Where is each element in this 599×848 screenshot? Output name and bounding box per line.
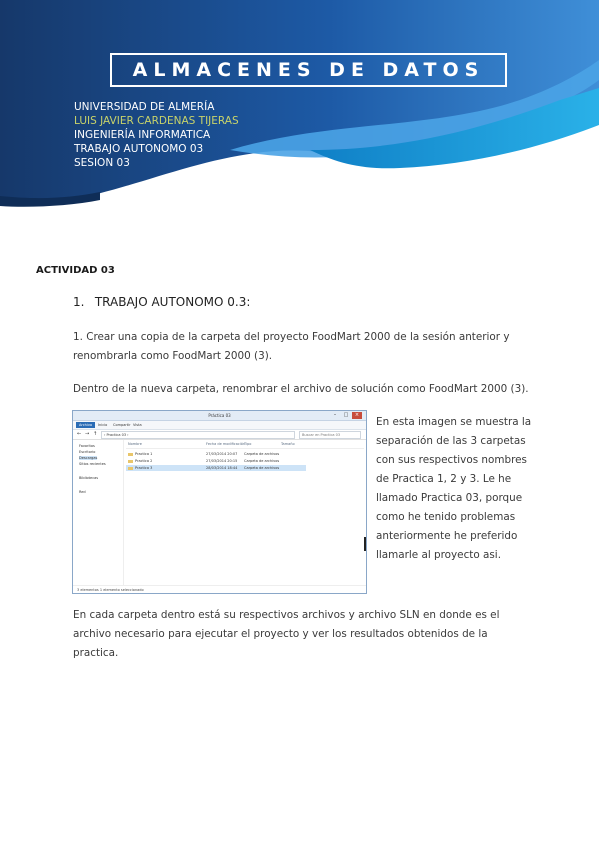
column-date: Fecha de modificación: [206, 442, 246, 446]
column-type: Tipo: [244, 442, 252, 446]
nav-favoritos: Favoritos: [79, 444, 95, 448]
status-bar: 3 elementos 1 elemento seleccionado: [73, 585, 367, 594]
university-name: UNIVERSIDAD DE ALMERÍA: [74, 101, 215, 113]
session-name: SESION 03: [74, 157, 130, 169]
numbered-heading: [73, 295, 250, 309]
forward-arrow-icon: →: [85, 431, 90, 437]
table-row: [126, 451, 306, 457]
address-path: › Practica 03 ›: [101, 431, 295, 439]
section-heading: ACTIVIDAD 03: [36, 265, 115, 276]
file-type: Carpeta de archivos: [244, 459, 280, 463]
ribbon-tabs: [73, 421, 366, 430]
file-name: Practica 3: [135, 466, 153, 470]
explorer-screenshot: [72, 410, 367, 594]
file-date: 28/03/2014 18:44: [206, 466, 238, 470]
nav-bibliotecas: Bibliotecas: [79, 476, 99, 480]
folder-icon: [128, 453, 133, 456]
folder-icon: [128, 460, 133, 463]
file-name: Practica 1: [135, 452, 153, 456]
paragraph-rename: Dentro de la nueva carpeta, renombrar el archivo de solución como FoodMart 2000 (3).: [73, 383, 529, 395]
column-name: Nombre: [128, 442, 142, 446]
paragraph-instruction: 1. Crear una copia de la carpeta del proyecto FoodMart 2000 de la sesión anterior y renombrarla como FoodMart 2000 (3).: [73, 331, 510, 362]
table-row: [126, 465, 306, 471]
maximize-icon: □: [343, 412, 349, 418]
degree-name: INGENIERÍA INFORMATICA: [74, 129, 211, 141]
tab-inicio: Inicio: [98, 423, 108, 427]
paragraph-folders: En cada carpeta dentro está su respectivos archivos y archivo SLN en donde es el archivo necesario para ejecutar el proyecto y ver los resultados obtenidos de la practica.: [73, 609, 500, 659]
file-type: Carpeta de archivos: [244, 466, 280, 470]
list-number: 1.: [73, 295, 85, 309]
navigation-pane: [73, 440, 124, 585]
document-title: ALMACENES DE DATOS: [110, 53, 507, 87]
close-icon: ×: [352, 412, 362, 419]
file-list-header: [126, 442, 364, 449]
table-row: [126, 458, 306, 464]
file-date: 27/03/2014 20:07: [206, 452, 238, 456]
window-title: Práctica 03: [208, 413, 231, 418]
tab-vista: Vista: [133, 423, 142, 427]
back-arrow-icon: ←: [77, 431, 82, 437]
nav-recientes: Sitios recientes: [79, 462, 106, 466]
work-name: TRABAJO AUTONOMO 03: [74, 143, 204, 155]
address-bar: [73, 430, 366, 440]
search-box: Buscar en Practica 03: [299, 431, 361, 439]
nav-red: Red: [79, 490, 86, 494]
tab-archivo: Archivo: [76, 422, 95, 428]
window-titlebar: [73, 411, 366, 421]
minimize-icon: –: [333, 412, 337, 418]
file-name: Practica 2: [135, 459, 153, 463]
tab-compartir: Compartir: [113, 423, 131, 427]
image-caption: En esta imagen se muestra la separación de las 3 carpetas con sus respectivos nombres de Practica 1, 2 y 3. Le he llamado Practica 03, porque como he tenido problemas anteriormente he preferido llamarle al proyecto asi.: [376, 416, 532, 561]
nav-descargas: Descargas: [79, 456, 98, 460]
nav-escritorio: Escritorio: [79, 450, 96, 454]
file-date: 27/03/2014 20:15: [206, 459, 238, 463]
list-text: TRABAJO AUTONOMO 0.3:: [94, 295, 251, 309]
column-size: Tamaño: [281, 442, 295, 446]
text-cursor-mark: [364, 537, 366, 551]
up-arrow-icon: ↑: [93, 431, 98, 437]
folder-icon: [128, 467, 133, 470]
author-name: LUIS JAVIER CARDENAS TIJERAS: [74, 115, 239, 127]
file-type: Carpeta de archivos: [244, 452, 280, 456]
header-info: [74, 100, 239, 170]
